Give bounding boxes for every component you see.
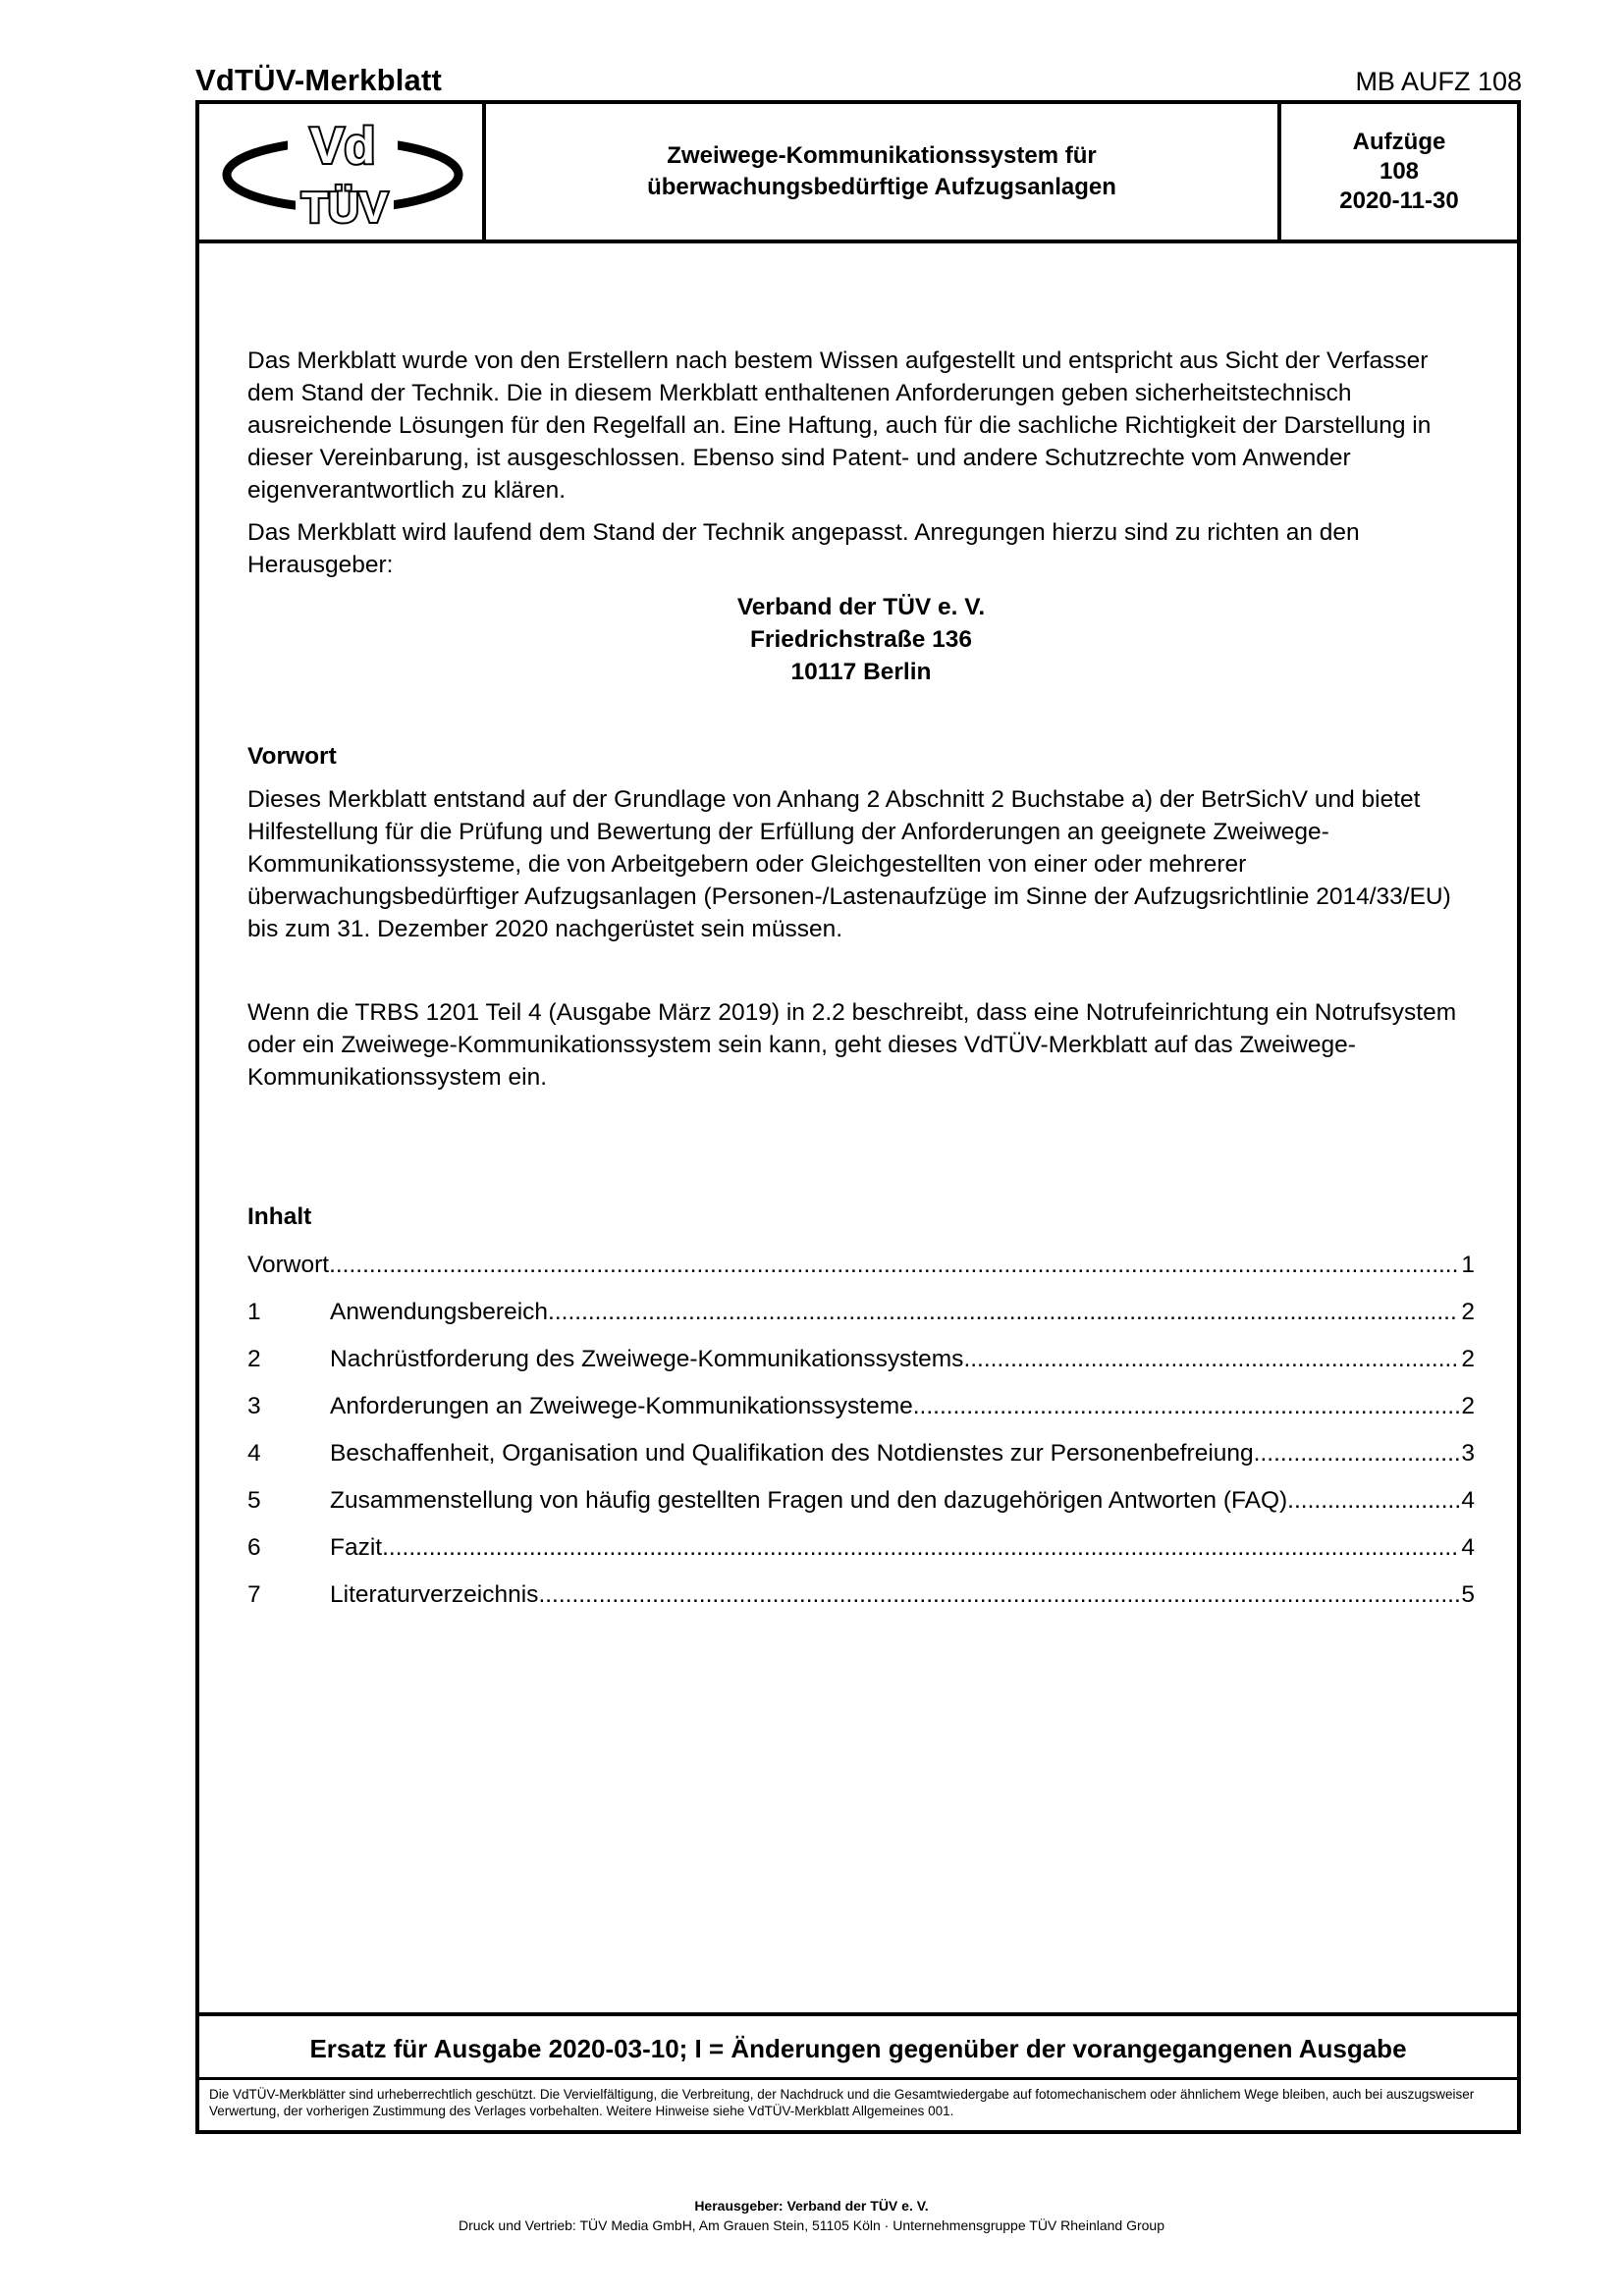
document-category: Aufzüge — [1352, 129, 1446, 155]
toc-entry-number: 5 — [247, 1487, 261, 1514]
intro-section — [247, 345, 1475, 688]
replacement-notice: Ersatz für Ausgabe 2020-03-10; I = Änderungen gegenüber der vorangegangenen Ausgabe — [309, 2033, 1407, 2063]
toc-entry-label: Fazit — [330, 1534, 383, 1561]
toc-entry[interactable] — [247, 1390, 1475, 1422]
document-number: 108 — [1379, 158, 1420, 185]
toc-entry-leader — [1287, 1484, 1459, 1517]
toc-entry-number: 3 — [247, 1393, 261, 1419]
copyright-notice: Die VdTÜV-Merkblätter sind urheberrechtlich geschützt. Die Vervielfältigung, die Verbreitung, der Nachdruck und die Gesamtwiedergabe auf fotomechanischem oder ähnlichem Wege bleiben, auch bei auszugsweiser Verwertung, der vorherigen Zustimmung des Verlages vorbehalten. Weitere Hinweise siehe VdTÜV-Merkblatt Allgemeines 001. — [209, 2087, 1475, 2118]
toc-entry-page: 1 — [1461, 1252, 1475, 1278]
vdtuev-logo-icon — [219, 116, 466, 228]
document-title-line1: Zweiwege-Kommunikationssystem für — [667, 142, 1097, 169]
toc-entry[interactable] — [247, 1437, 1475, 1469]
toc-entry-leader — [913, 1390, 1459, 1422]
toc-entry-page: 5 — [1461, 1581, 1475, 1608]
logo-text-vd: Vd — [309, 118, 376, 175]
document-type-title: VdTÜV-Merkblatt — [195, 63, 443, 97]
toc-entry-leader — [382, 1531, 1459, 1564]
toc-entry-leader — [1254, 1437, 1459, 1469]
header-table — [199, 104, 1517, 243]
publisher-address — [247, 591, 1475, 688]
toc-entry-leader — [538, 1578, 1459, 1611]
toc-entry-label: Anforderungen an Zweiwege-Kommunikationssysteme — [330, 1393, 913, 1419]
document-frame — [195, 100, 1521, 2134]
toc-entry-label: Nachrüstforderung des Zweiwege-Kommunikationssystems — [330, 1346, 964, 1372]
toc-entry-label: Literaturverzeichnis — [330, 1581, 539, 1608]
toc-entry-label: Vorwort — [247, 1252, 330, 1278]
vorwort-heading: Vorwort — [247, 743, 337, 770]
toc-entry[interactable] — [247, 1531, 1475, 1564]
toc-entry-label: Anwendungsbereich — [330, 1299, 549, 1325]
toc-heading-block — [247, 1201, 1475, 1233]
intro-paragraph-disclaimer: Das Merkblatt wurde von den Erstellern nach bestem Wissen aufgestellt und entspricht aus Sicht der Verfasser dem Stand der Technik. Die in diesem Merkblatt enthaltenen Anforderungen geben sicherheitstechnisch ausreichende Lösungen für den Regelfall an. Eine Haftung, auch für die sachliche Richtigkeit der Darstellung in dieser Vereinbarung, ist ausgeschlossen. Ebenso sind Patent- und andere Schutzrechte vom Anwender eigenverantwortlich zu klären. — [247, 347, 1432, 504]
toc-entry-page: 2 — [1461, 1299, 1475, 1325]
address-line-3: 10117 Berlin — [790, 659, 932, 685]
toc-entry-page: 3 — [1461, 1440, 1475, 1467]
document-title-line2: überwachungsbedürftige Aufzugsanlagen — [647, 174, 1116, 200]
page-footer — [0, 2196, 1623, 2235]
toc-entry-page: 4 — [1461, 1534, 1475, 1561]
toc-entry[interactable] — [247, 1296, 1475, 1328]
toc-entry[interactable] — [247, 1249, 1475, 1281]
copyright-divider — [199, 2077, 1517, 2080]
toc-entry[interactable] — [247, 1484, 1475, 1517]
ersatz-divider — [199, 2012, 1517, 2016]
toc-entry-label: Zusammenstellung von häufig gestellten Fragen und den dazugehörigen Antworten (FAQ) — [330, 1487, 1288, 1514]
toc-heading: Inhalt — [247, 1203, 312, 1230]
toc-entry-number: 7 — [247, 1581, 261, 1608]
address-line-1: Verband der TÜV e. V. — [736, 594, 986, 620]
toc-entry-page: 4 — [1461, 1487, 1475, 1514]
vorwort-paragraph-2: Wenn die TRBS 1201 Teil 4 (Ausgabe März 2019) in 2.2 beschreibt, dass eine Notrufeinrichtung ein Notrufsystem oder ein Zweiwege-Kommunikationssystem sein kann, geht dieses VdTÜV-Merkblatt auf das Zweiwege-Kommunikationssystem ein. — [247, 999, 1457, 1091]
logo-cell — [199, 104, 486, 240]
toc-entry-leader — [963, 1343, 1459, 1375]
document-title-cell — [486, 104, 1281, 240]
intro-paragraph-updates: Das Merkblatt wird laufend dem Stand der Technik angepasst. Anregungen hierzu sind zu richten an den Herausgeber: — [247, 519, 1360, 578]
toc-entry-number: 6 — [247, 1534, 261, 1561]
toc-entry-leader — [548, 1296, 1459, 1328]
document-code: MB AUFZ 108 — [1355, 67, 1522, 96]
footer-publisher: Herausgeber: Verband der TÜV e. V. — [694, 2198, 929, 2214]
toc-entry[interactable] — [247, 1578, 1475, 1611]
vorwort-section — [247, 740, 1475, 1094]
toc-entry-page: 2 — [1461, 1346, 1475, 1372]
toc-entry-number: 4 — [247, 1440, 261, 1467]
footer-distribution: Druck und Vertrieb: TÜV Media GmbH, Am Grauen Stein, 51105 Köln · Unternehmensgruppe TÜV Rheinland Group — [458, 2217, 1165, 2233]
address-line-2: Friedrichstraße 136 — [749, 626, 973, 653]
toc-entry-page: 2 — [1461, 1393, 1475, 1419]
logo-text-tuev: TÜV — [301, 184, 388, 228]
toc-entry-leader — [329, 1249, 1459, 1281]
toc-entry-number: 2 — [247, 1346, 261, 1372]
toc-entry-number: 1 — [247, 1299, 261, 1325]
toc-entry-label: Beschaffenheit, Organisation und Qualifikation des Notdienstes zur Personenbefreiung — [330, 1440, 1254, 1467]
document-meta-cell — [1281, 104, 1517, 240]
document-date: 2020-11-30 — [1339, 187, 1459, 214]
vorwort-paragraph-1: Dieses Merkblatt entstand auf der Grundlage von Anhang 2 Abschnitt 2 Buchstabe a) der BetrSichV und bietet Hilfestellung für die Prüfung und Bewertung der Erfüllung der Anforderungen an geeignete Zweiwege-Kommunikationssysteme, die von Arbeitgebern oder Gleichgestellten von einer oder mehrerer überwachungsbedürftiger Aufzugsanlagen (Personen-/Lastenaufzüge im Sinne der Aufzugsrichtlinie 2014/33/EU) bis zum 31. Dezember 2020 nachgerüstet sein müssen. — [247, 786, 1451, 942]
toc-entry[interactable] — [247, 1343, 1475, 1375]
